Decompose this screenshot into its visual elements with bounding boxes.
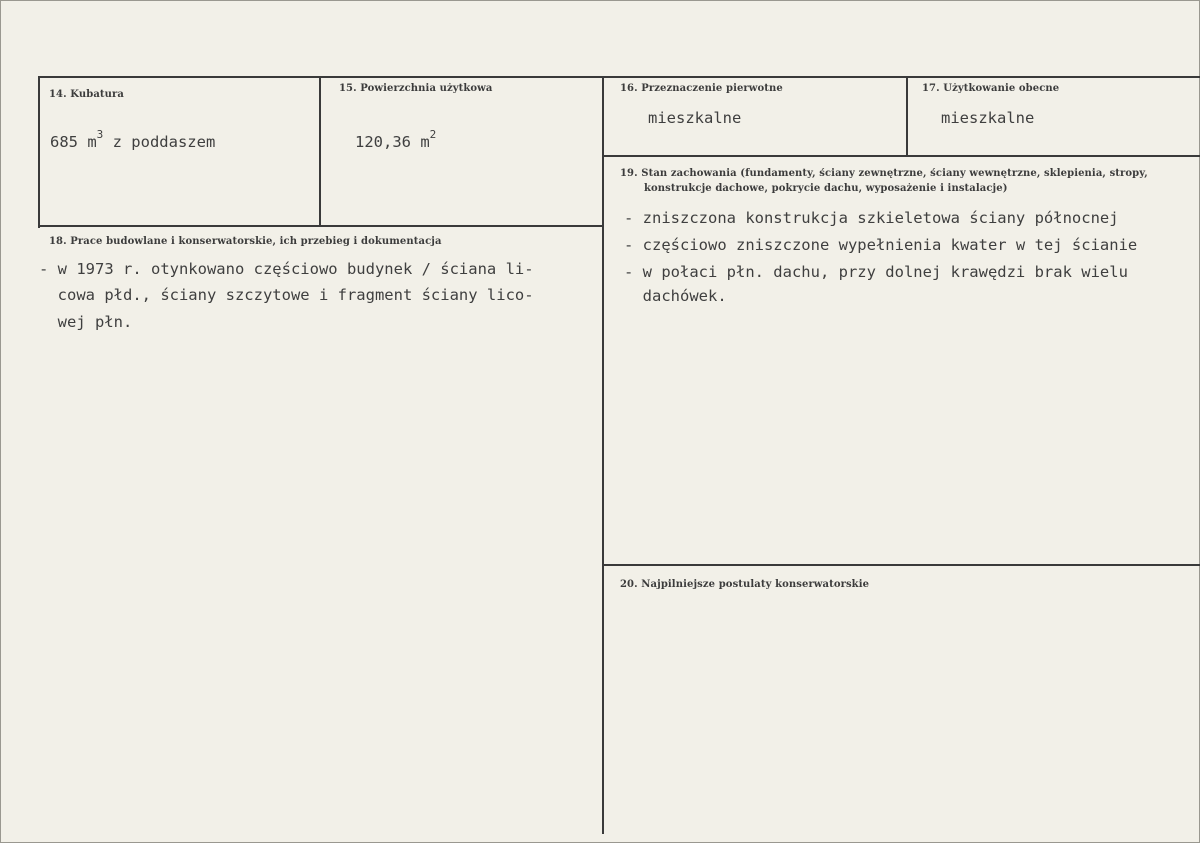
center-rule [602, 76, 604, 834]
field-19-line: dachówek. [624, 287, 727, 305]
divider-16-17 [906, 76, 908, 156]
top-rule [38, 76, 1200, 78]
field-18-line: wej płn. [39, 313, 133, 331]
field-19-label-line-2: konstrukcje dachowe, pokrycie dachu, wyposażenie i instalacje) [644, 183, 1008, 194]
rule-below-14-15 [38, 225, 604, 227]
left-rule [38, 76, 40, 228]
field-15-label: 15. Powierzchnia użytkowa [339, 83, 493, 94]
field-19-text [624, 209, 1199, 319]
field-19-line: - zniszczona konstrukcja szkieletowa ściany północnej [624, 209, 1119, 227]
field-16-value: mieszkalne [648, 109, 742, 127]
field-18-line: cowa płd., ściany szczytowe i fragment ściany lico- [39, 286, 534, 304]
field-19-label-line-1: 19. Stan zachowania (fundamenty, ściany zewnętrzne, ściany wewnętrzne, sklepienia, stropy, [620, 168, 1148, 179]
rule-below-19 [602, 564, 1200, 566]
field-20-label: 20. Najpilniejsze postulaty konserwatorskie [620, 579, 870, 590]
field-18-line: - w 1973 r. otynkowano częściowo budynek / ściana li- [39, 260, 534, 278]
field-19-line: - częściowo zniszczone wypełnienia kwater w tej ścianie [624, 236, 1138, 254]
field-19-label [620, 166, 1180, 196]
field-18-label: 18. Prace budowlane i konserwatorskie, ich przebieg i dokumentacja [49, 236, 442, 247]
field-15-value: 120,36 $m^2$ [355, 127, 437, 151]
field-19-line: - w połaci płn. dachu, przy dolnej krawędzi brak wielu [624, 263, 1128, 281]
rule-below-16-17 [602, 155, 1200, 157]
field-16-label: 16. Przeznaczenie pierwotne [620, 83, 783, 94]
field-17-label: 17. Użytkowanie obecne [922, 83, 1060, 94]
field-14-label: 14. Kubatura [49, 89, 124, 100]
field-18-text [39, 260, 601, 350]
field-17-value: mieszkalne [941, 109, 1035, 127]
field-14-value: 685 $m^3$ z poddaszem [50, 127, 216, 151]
divider-14-15 [319, 76, 321, 226]
